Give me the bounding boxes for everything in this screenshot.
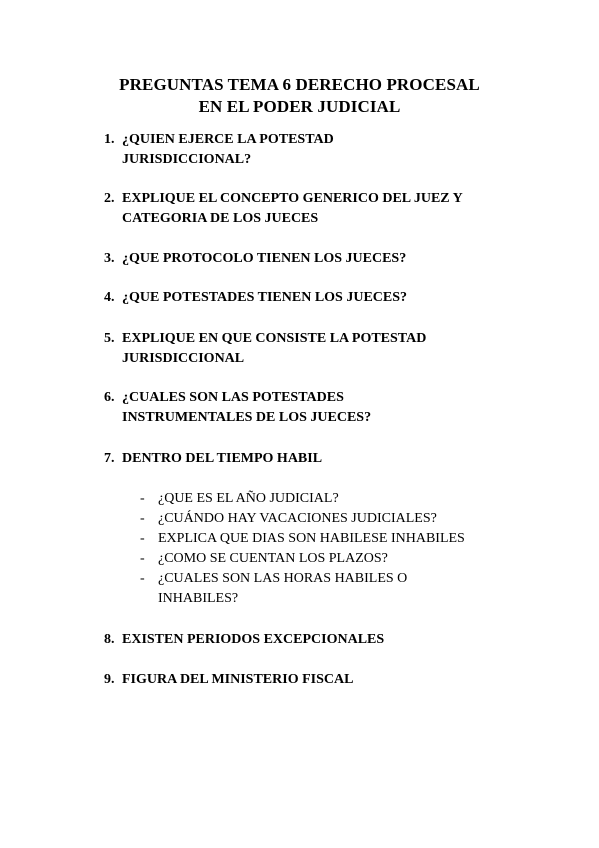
question-5 xyxy=(104,329,524,369)
list-item xyxy=(140,569,540,609)
question-text: ¿QUIEN EJERCE LA POTESTAD JURISDICCIONAL? xyxy=(122,132,334,167)
list-marker: - xyxy=(140,551,145,566)
list-item-text: ¿QUE ES EL AÑO JUDICIAL? xyxy=(158,491,339,506)
list-item-text: ¿CUÁNDO HAY VACACIONES JUDICIALES? xyxy=(158,511,437,526)
question-text: ¿QUE POTESTADES TIENEN LOS JUECES? xyxy=(122,290,408,305)
question-6 xyxy=(104,388,524,428)
question-8 xyxy=(104,630,524,650)
question-7 xyxy=(104,449,524,469)
question-3 xyxy=(104,249,524,269)
question-number: 3. xyxy=(104,251,115,266)
list-marker: - xyxy=(140,531,145,546)
question-text: DENTRO DEL TIEMPO HABIL xyxy=(122,451,323,466)
question-7-sublist xyxy=(140,489,540,609)
question-text: EXPLIQUE EL CONCEPTO GENERICO DEL JUEZ Y CATEGORIA DE LOS JUECES xyxy=(122,191,463,226)
list-marker: - xyxy=(140,491,145,506)
question-text: ¿QUE PROTOCOLO TIENEN LOS JUECES? xyxy=(122,251,407,266)
question-text: EXISTEN PERIODOS EXCEPCIONALES xyxy=(122,632,385,647)
list-item-text: ¿CUALES SON LAS HORAS HABILES O INHABILES? xyxy=(158,571,408,606)
list-item xyxy=(140,509,540,529)
question-number: 6. xyxy=(104,390,115,405)
list-marker: - xyxy=(140,511,145,526)
question-9 xyxy=(104,670,524,690)
question-text: ¿CUALES SON LAS POTESTADES INSTRUMENTALES DE LOS JUECES? xyxy=(122,390,372,425)
question-text: FIGURA DEL MINISTERIO FISCAL xyxy=(122,672,354,687)
list-item-text: EXPLICA QUE DIAS SON HABILESE INHABILES xyxy=(158,531,465,546)
list-item xyxy=(140,529,540,549)
question-1 xyxy=(104,130,524,170)
question-number: 1. xyxy=(104,132,115,147)
question-number: 2. xyxy=(104,191,115,206)
question-number: 4. xyxy=(104,290,115,305)
list-item-text: ¿COMO SE CUENTAN LOS PLAZOS? xyxy=(158,551,388,566)
list-item xyxy=(140,489,540,509)
page-title-line-1: PREGUNTAS TEMA 6 DERECHO PROCESAL xyxy=(119,75,480,94)
page-title-line-2: EN EL PODER JUDICIAL xyxy=(198,97,401,116)
question-text: EXPLIQUE EN QUE CONSISTE LA POTESTAD JURISDICCIONAL xyxy=(122,331,427,366)
question-4 xyxy=(104,288,524,308)
question-number: 5. xyxy=(104,331,115,346)
list-item xyxy=(140,549,540,569)
question-2 xyxy=(104,189,524,229)
question-number: 7. xyxy=(104,451,115,466)
question-number: 8. xyxy=(104,632,115,647)
question-number: 9. xyxy=(104,672,115,687)
list-marker: - xyxy=(140,571,145,586)
